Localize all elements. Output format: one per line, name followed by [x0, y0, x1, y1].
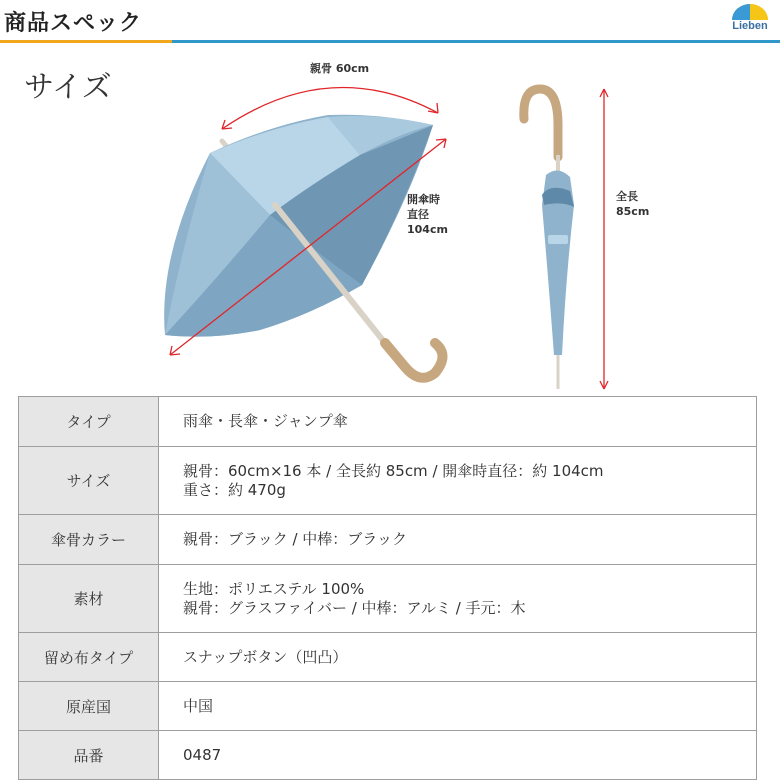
spec-label-frame-color: 傘骨カラー [19, 515, 159, 565]
spec-value-line: スナップボタン（凹凸） [183, 647, 348, 666]
spec-label-origin: 原産国 [19, 682, 159, 731]
open-diameter-label [407, 192, 448, 237]
spec-value-line: 中国 [183, 696, 214, 715]
spec-value-line: 雨傘・長傘・ジャンプ傘 [183, 412, 348, 430]
table-row [19, 633, 757, 682]
spec-value-line: 0487 [183, 745, 222, 764]
spec-value-line: 親骨：ブラック / 中棒：ブラック [183, 530, 407, 548]
size-section-label: サイズ [24, 70, 112, 105]
table-row [19, 682, 757, 731]
spec-label-size: サイズ [19, 447, 159, 515]
table-row [19, 565, 757, 633]
logo-text: Lieben [732, 20, 768, 32]
brand-logo [724, 2, 776, 38]
spec-label-strap-type: 留め布タイプ [19, 633, 159, 682]
spec-value-material [159, 565, 757, 633]
open-diameter-line3: 104cm [407, 223, 448, 236]
total-length-line2: 85cm [616, 205, 650, 218]
total-length-label [616, 189, 649, 219]
spec-value-size [159, 447, 757, 515]
table-row [19, 731, 757, 780]
open-umbrella [164, 115, 442, 378]
spec-value-origin [159, 682, 757, 731]
spec-value-line: 親骨：グラスファイバー / 中棒：アルミ / 手元：木 [183, 598, 526, 617]
open-diameter-line1: 開傘時 [407, 193, 440, 206]
spec-value-type [159, 397, 757, 447]
table-row [19, 515, 757, 565]
spec-value-line: 重さ：約 470g [183, 480, 286, 499]
spec-label-material: 素材 [19, 565, 159, 633]
spec-value-line: 親骨：60cm×16 本 / 全長約 85cm / 開傘時直径：約 104cm [183, 461, 604, 480]
total-length-arrow [600, 89, 608, 389]
page-header [0, 0, 780, 44]
header-accent-line-blue [172, 40, 780, 43]
table-row [19, 447, 757, 515]
spec-label-product-number: 品番 [19, 731, 159, 780]
spec-value-line: 生地：ポリエステル 100% [183, 579, 365, 598]
spec-value-strap-type [159, 633, 757, 682]
table-row [19, 397, 757, 447]
rib-length-label: 親骨 60cm [310, 62, 370, 75]
page-title: 商品スペック [4, 11, 143, 36]
closed-umbrella [524, 89, 574, 389]
open-diameter-line2: 直径 [407, 208, 429, 221]
spec-value-product-number [159, 731, 757, 780]
header-accent-line-orange [0, 40, 172, 43]
umbrella-logo-icon [724, 2, 776, 22]
spec-table [18, 396, 757, 780]
spec-value-frame-color [159, 515, 757, 565]
total-length-line1: 全長 [616, 190, 638, 203]
spec-label-type: タイプ [19, 397, 159, 447]
